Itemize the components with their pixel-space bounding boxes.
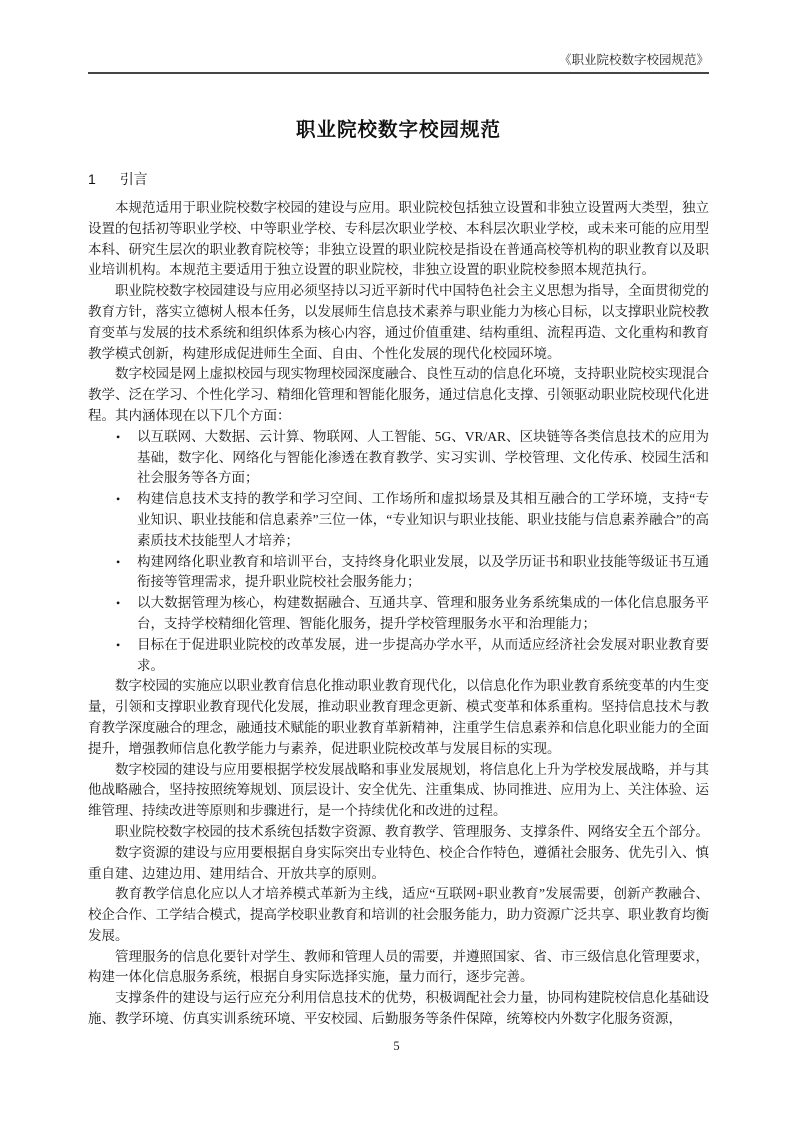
bullet-icon: • (116, 637, 121, 652)
paragraph-digital-resources: 数字资源的建设与应用要根据自身实际突出专业特色、校企合作特色，遵循社会服务、优先引入、慎重自建、边建边用、建用结合、开放共享的原则。 (88, 844, 709, 881)
paragraph-construction-principles: 数字校园的建设与应用要根据学校发展战略和事业发展规划，将信息化上升为学校发展战略，并与其他战略融合，坚持按照统筹规划、顶层设计、安全优先、注重集成、协同推进、应用为上、关注体验、运维管理、持续改进等原则和步骤进行，是一个持续优化和改进的过程。 (88, 761, 709, 819)
section-title: 引言 (119, 171, 148, 187)
bullet-icon: • (116, 492, 121, 507)
paragraph-management-services: 管理服务的信息化要针对学生、教师和管理人员的需要，并遵照国家、省、市三级信息化管理要求，构建一体化信息服务系统，根据自身实际选择实施，量力而行，逐步完善。 (88, 948, 709, 985)
paragraph-technical-system: 职业院校数字校园的技术系统包括数字资源、教育教学、管理服务、支撑条件、网络安全五个部分。 (115, 823, 709, 839)
list-item-text: 以大数据管理为核心，构建数据融合、互通共享、管理和服务业务系统集成的一体化信息服务平台，支持学校精细化管理、智能化服务，提升学校管理服务水平和治理能力； (137, 595, 709, 631)
running-title: 《职业院校数字校园规范》 (558, 53, 709, 67)
list-item-text: 以互联网、大数据、云计算、物联网、人工智能、5G、VR/AR、区块链等各类信息技术的应用为基础，数字化、网络化与智能化渗透在教育教学、实习实训、学校管理、文化传承、校园生活和社会服务等各方面； (137, 428, 709, 486)
bullet-icon: • (116, 429, 121, 444)
paragraph-support-conditions: 支撑条件的建设与运行应充分利用信息技术的优势，积极调配社会力量，协同构建院校信息化基础设施、教学环境、仿真实训系统环境、平安校园、后勤服务等条件保障，统筹校内外数字化服务资源， (88, 990, 709, 1027)
list-item (116, 552, 709, 594)
list-item-text: 目标在于促进职业院校的改革发展，进一步提高办学水平，从而适应经济社会发展对职业教育要求。 (137, 636, 709, 673)
bullet-list (88, 427, 709, 677)
paragraph-education-teaching: 教育教学信息化应以人才培养模式革新为主线，适应“互联网+职业教育”发展需要，创新产教融合、校企合作、工学结合模式，提高学校职业教育和培训的社会服务能力，助力资源广泛共享、职业教育均衡发展。 (88, 886, 709, 943)
document-body (88, 198, 709, 1030)
paragraph-implementation: 数字校园的实施应以职业教育信息化推动职业教育现代化，以信息化作为职业教育系统变革的内生变量，引领和支撑职业教育现代化发展，推动职业教育理念更新、模式变革和体系重构。坚持信息技术与教育教学深度融合的理念，融通技术赋能的职业教育革新精神，注重学生信息素养和信息化职业能力的全面提升，增强教师信息化教学能力与素养，促进职业院校改革与发展目标的实现。 (88, 678, 709, 756)
page-header (88, 52, 709, 68)
paragraph-digital-campus-definition: 数字校园是网上虚拟校园与现实物理校园深度融合、良性互动的信息化环境，支持职业院校实现混合教学、泛在学习、个性化学习、精细化管理和智能化服务，通过信息化支撑、引领驱动职业院校现代化进程。其内涵体现在以下几个方面： (88, 366, 709, 423)
header-rule (88, 72, 709, 74)
list-item (116, 635, 709, 677)
list-item-text: 构建信息技术支持的教学和学习空间、工作场所和虚拟场景及其相互融合的工学环境，支持“专业知识、职业技能和信息素养”三位一体，“专业知识与职业技能、职业技能与信息素养融合”的高素质技术技能型人才培养； (137, 491, 709, 548)
bullet-icon: • (116, 554, 121, 569)
list-item (116, 593, 709, 635)
page-footer (0, 1039, 793, 1054)
section-heading (88, 169, 709, 189)
list-item-text: 构建网络化职业教育和培训平台，支持终身化职业发展，以及学历证书和职业技能等级证书互通衔接等管理需求，提升职业院校社会服务能力； (137, 553, 709, 590)
paragraph-guiding-principles: 职业院校数字校园建设与应用必须坚持以习近平新时代中国特色社会主义思想为指导，全面贯彻党的教育方针，落实立德树人根本任务，以发展师生信息技术素养与职业能力为核心目标，以支撑职业院校教育变革与发展的技术系统和组织体系为核心内容，通过价值重建、结构重组、流程再造、文化重构和教育教学模式创新，构建形成促进师生全面、自由、个性化发展的现代化校园环境。 (88, 283, 709, 361)
page-number: 5 (393, 1039, 400, 1053)
list-item (116, 489, 709, 551)
bullet-icon: • (116, 596, 121, 611)
section-number: 1 (88, 171, 96, 187)
document-title: 职业院校数字校园规范 (295, 119, 501, 141)
paragraph-scope: 本规范适用于职业院校数字校园的建设与应用。职业院校包括独立设置和非独立设置两大类型，独立设置的包括初等职业学校、中等职业学校、专科层次职业学校、本科层次职业学校，或未来可能的应用型本科、研究生层次的职业教育院校等；非独立设置的职业院校是指设在普通高校等机构的职业教育以及职业培训机构。本规范主要适用于独立设置的职业院校，非独立设置的职业院校参照本规范执行。 (88, 200, 709, 278)
list-item (116, 427, 709, 489)
